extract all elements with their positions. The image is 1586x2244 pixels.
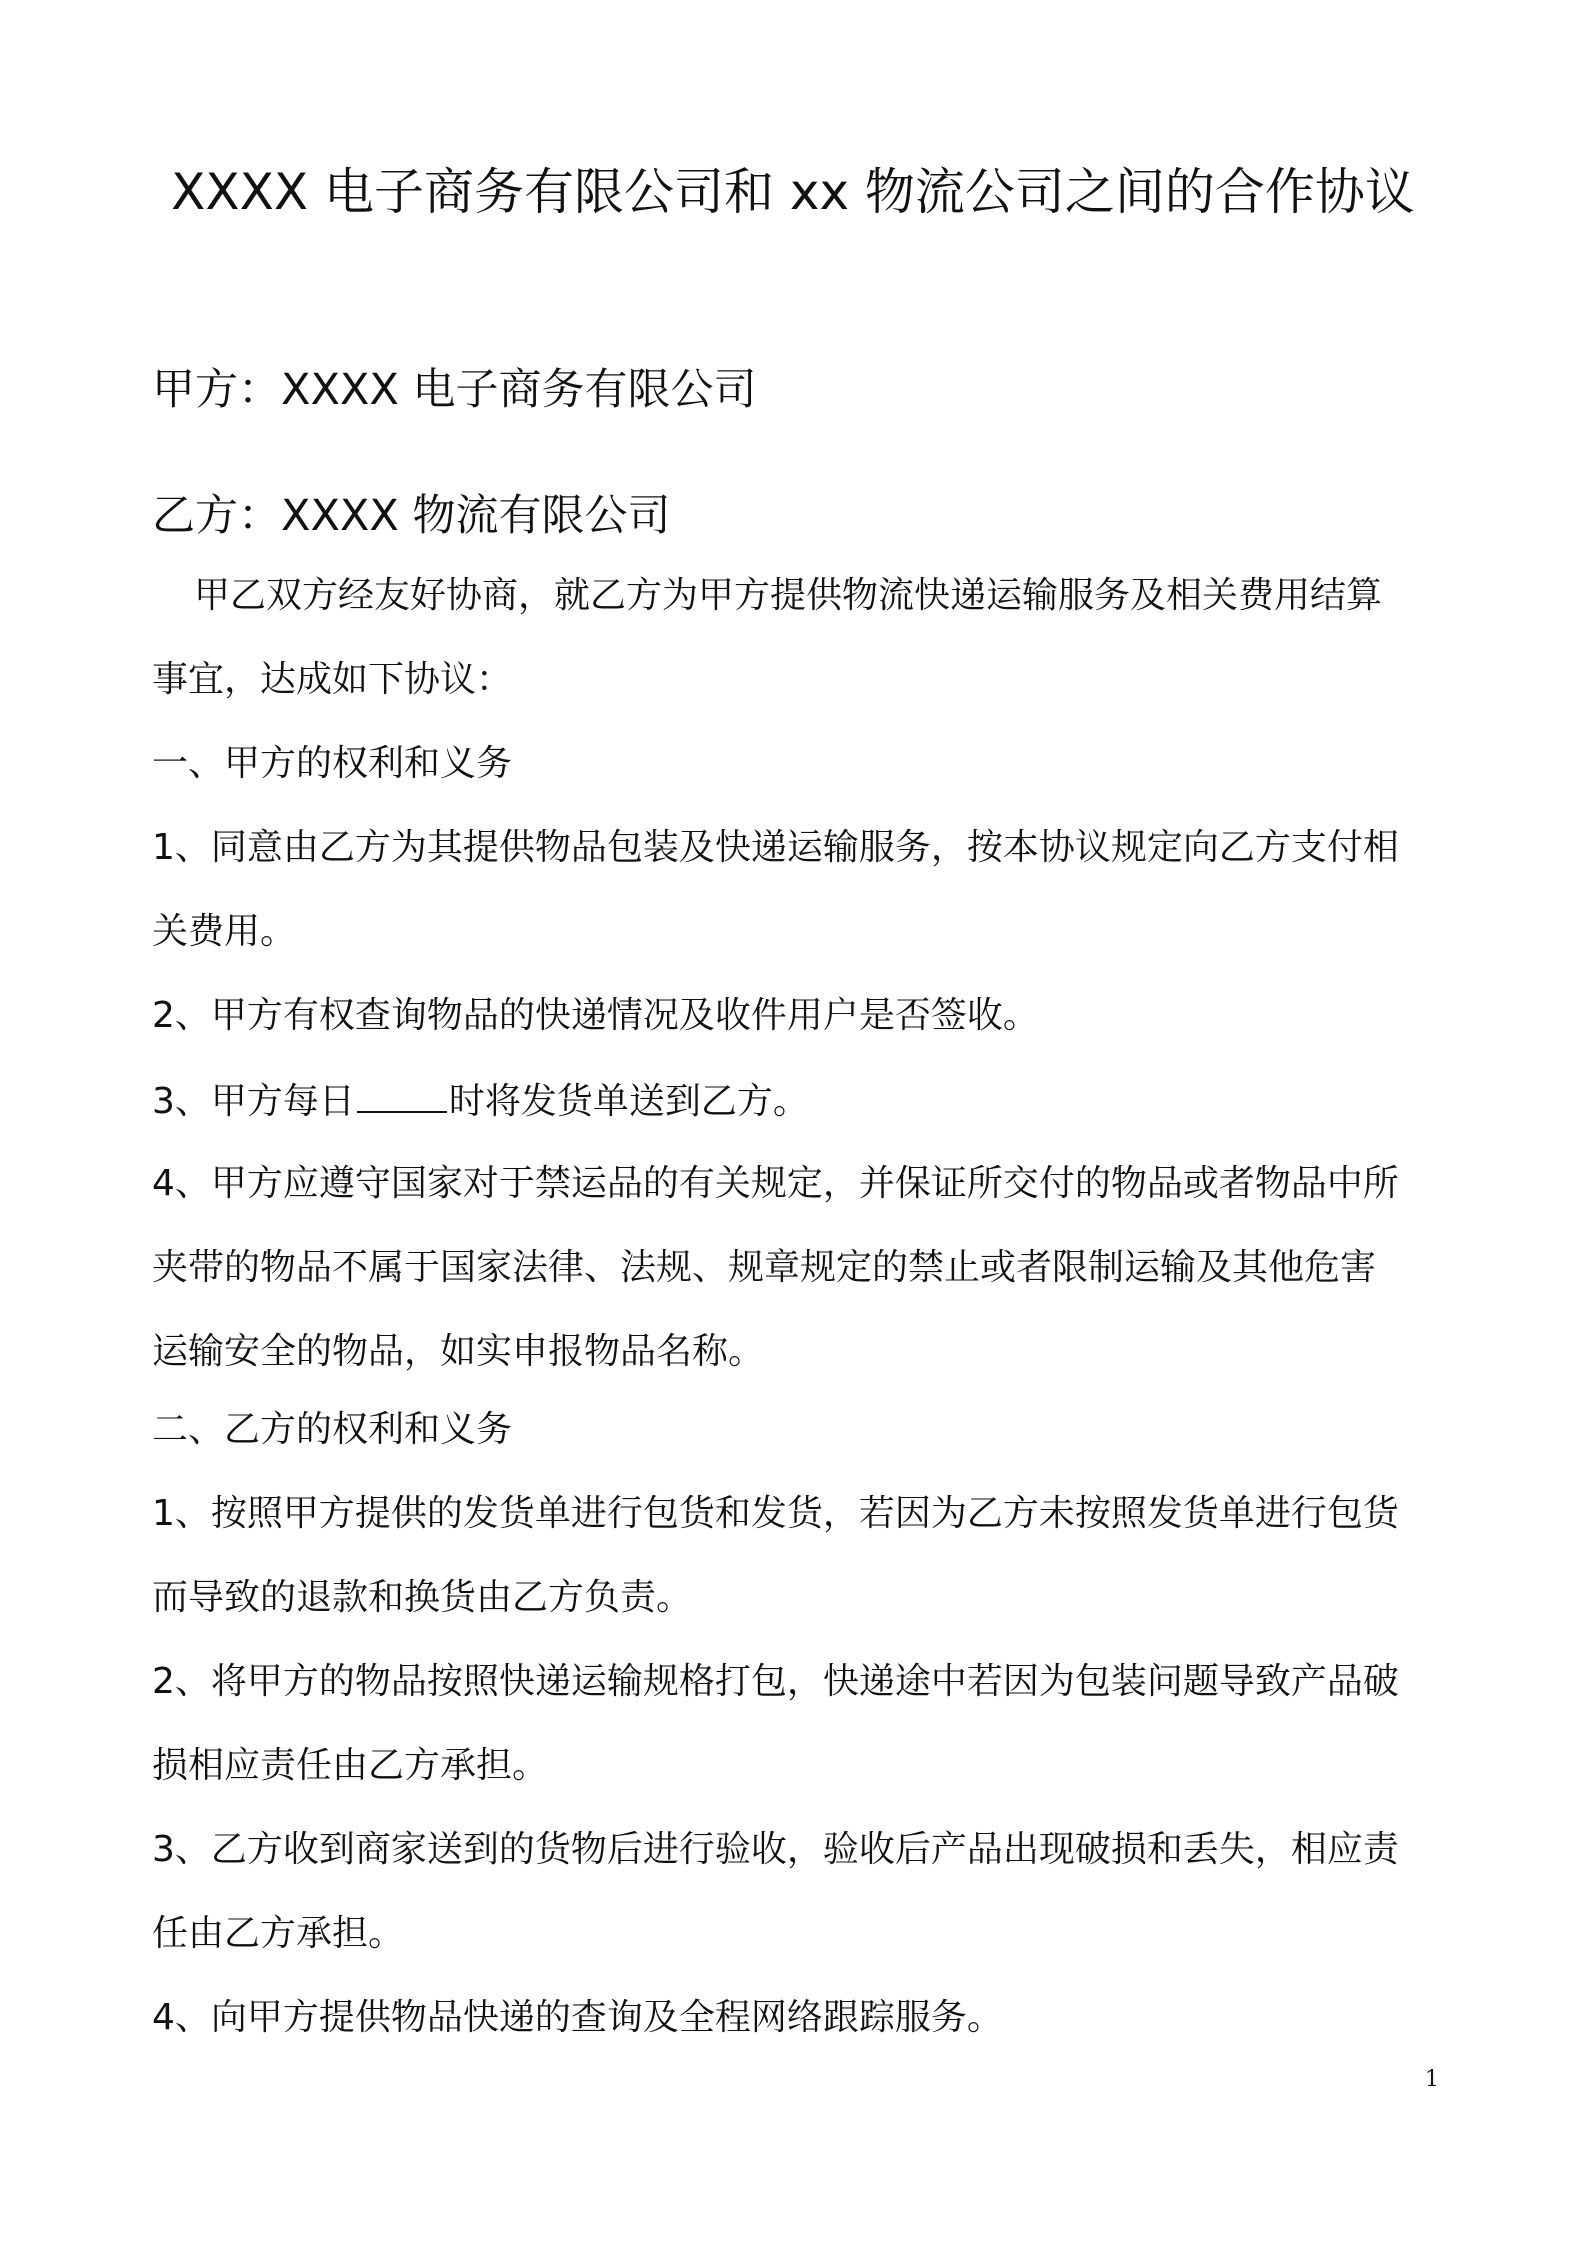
section-2-line-3: 2、将甲方的物品按照快递运输规格打包，快递途中若因为包装问题导致产品破 <box>152 1661 1399 1702</box>
intro-line-1: 甲乙双方经友好协商，就乙方为甲方提供物流快递运输服务及相关费用结算 <box>194 575 1383 616</box>
section-1-item-4-line-3: 运输安全的物品，如实申报物品名称。 <box>152 1331 765 1372</box>
section-1-line-2: 关费用。 <box>152 911 297 952</box>
section-1-item-3 <box>152 1075 809 1127</box>
document-title: XXXX 电子商务有限公司和 xx 物流公司之间的合作协议 <box>171 163 1415 221</box>
section-2-line-7: 4、向甲方提供物品快递的查询及全程网络跟踪服务。 <box>152 1997 1003 2038</box>
section-2-line-2: 而导致的退款和换货由乙方负责。 <box>152 1577 693 1618</box>
section-2-line-1: 1、按照甲方提供的发货单进行包货和发货，若因为乙方未按照发货单进行包货 <box>152 1493 1399 1534</box>
party-b: 乙方：XXXX 物流有限公司 <box>152 491 671 541</box>
section-1-line-1: 1、同意由乙方为其提供物品包装及快递运输服务，按本协议规定向乙方支付相 <box>152 827 1399 868</box>
party-a: 甲方：XXXX 电子商务有限公司 <box>152 365 757 415</box>
section-2-line-6: 任由乙方承担。 <box>152 1913 405 1954</box>
page-number: 1 <box>1425 2067 1439 2092</box>
section-1-line-3: 2、甲方有权查询物品的快递情况及收件用户是否签收。 <box>152 995 1039 1036</box>
item-3-text-after-blank: 时将发货单送到乙方。 <box>448 1081 809 1122</box>
intro-line-2: 事宜，达成如下协议： <box>152 659 513 700</box>
section-1-item-4-line-2: 夹带的物品不属于国家法律、法规、规章规定的禁止或者限制运输及其他危害 <box>152 1247 1377 1288</box>
section-1-heading: 一、甲方的权利和义务 <box>152 743 513 784</box>
section-2-heading: 二、乙方的权利和义务 <box>152 1409 513 1450</box>
item-3-text-before-blank: 3、甲方每日 <box>152 1081 355 1122</box>
section-2-line-4: 损相应责任由乙方承担。 <box>152 1745 549 1786</box>
section-2-line-5: 3、乙方收到商家送到的货物后进行验收，验收后产品出现破损和丢失，相应责 <box>152 1829 1399 1870</box>
fill-in-blank <box>357 1075 447 1113</box>
section-1-item-4-line-1: 4、甲方应遵守国家对于禁运品的有关规定，并保证所交付的物品或者物品中所 <box>152 1163 1399 1204</box>
